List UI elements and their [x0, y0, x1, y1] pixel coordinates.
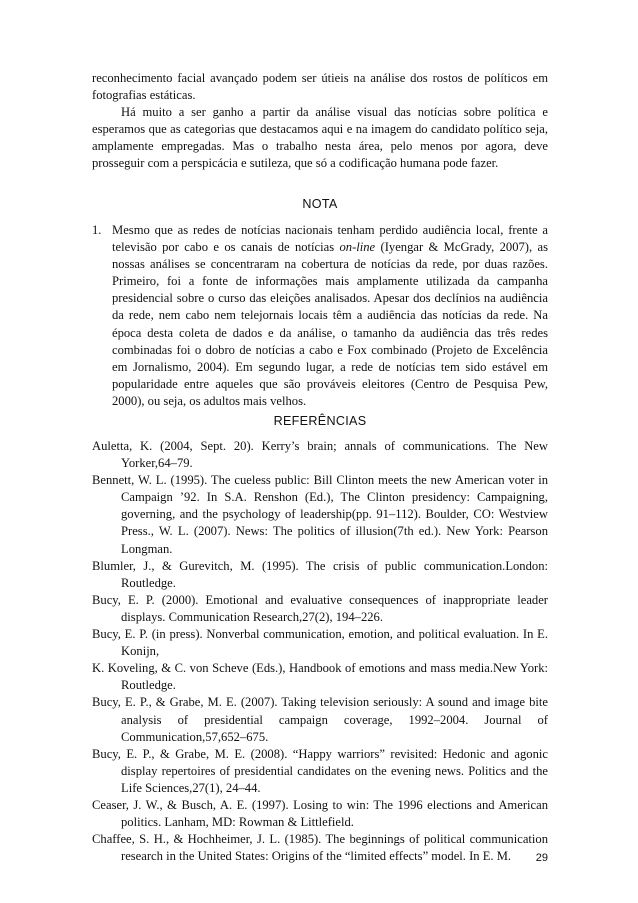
reference-item: Blumler, J., & Gurevitch, M. (1995). The crisis of public communication.London: Routledge. [92, 558, 548, 590]
body-paragraph-2: Há muito a ser ganho a partir da análise visual das notícias sobre política e esperamos que as categorias que destacamos aqui e na imagem do candidato político seja, amplamente empregadas. Mas o trabalho nesta área, pelo menos por agora, deve prosseguir com a perspicácia e sutileza, que só a codificação humana pode fazer. [92, 105, 548, 170]
note-text-italic: on-line [339, 240, 376, 255]
notes-list [92, 222, 548, 410]
note-text-before: Mesmo que as redes de notícias nacionais tenham perdido audiência local, frente a televisão por cabo e os canais de notícias [112, 223, 548, 255]
reference-item: Chaffee, S. H., & Hochheimer, J. L. (1985). The beginnings of political communication research in the United States: Origins of the “limited effects” model. In E. M. [92, 832, 548, 864]
note-text-after: (Iyengar & McGrady, 2007), as nossas análises se concentraram na cobertura de notícias da rede, por duas razões. Primeiro, foi a fonte de informações mais amplamente utilizada da campanha presidencial sobre o curso das eleições analisados. Apesar dos declínios na audiência da rede, nem cabo nem telejornais locais têm a audiência das notícias da rede. Na época desta coleta de dados e da análise, o tamanho da audiência das três redes combinadas foi o dobro de notícias a cabo e Fox combinado (Projeto de Excelência em Jornalismo, 2004). Em segundo lugar, a rede de notícias tem sido estável em popularidade entre aqueles que são prováveis eleitores (Centro de Pesquisa Pew, 2000), ou seja, os adultos mais velhos. [112, 240, 548, 408]
body-paragraph-1: reconhecimento facial avançado podem ser útieis na análise dos rostos de políticos em fotografias estáticas. [92, 71, 548, 102]
nota-heading: NOTA [302, 197, 338, 211]
reference-item: Bucy, E. P., & Grabe, M. E. (2008). “Happy warriors” revisited: Hedonic and agonic display repertoires of presidential candidates on the evening news. Politics and the Life Sciences,27(1), 24–44. [92, 746, 548, 795]
reference-item: Bucy, E. P. (in press). Nonverbal communication, emotion, and political evaluation. In E. Konijn, [92, 627, 548, 659]
reference-item: K. Koveling, & C. von Scheve (Eds.), Handbook of emotions and mass media.New York: Routledge. [92, 661, 548, 693]
page-number: 29 [535, 852, 548, 864]
reference-item: Auletta, K. (2004, Sept. 20). Kerry’s brain; annals of communications. The New Yorker,64–79. [92, 439, 548, 471]
note-number: 1. [92, 223, 102, 237]
body-text [92, 70, 548, 172]
referencias-heading: REFERÊNCIAS [273, 414, 367, 428]
note-item [92, 222, 548, 410]
reference-item: Bennett, W. L. (1995). The cueless public: Bill Clinton meets the new American voter in Campaign ’92. In S.A. Renshon (Ed.), The Clinton presidency: Campaigning, governing, and the psychology of leadership(pp. 91–112). Boulder, CO: Westview Press., W. L. (2007). News: The politics of illusion(7th ed.). New York: Pearson Longman. [92, 473, 548, 556]
references-list [92, 438, 548, 865]
reference-item: Bucy, E. P., & Grabe, M. E. (2007). Taking television seriously: A sound and image bite analysis of presidential campaign coverage, 1992–2004. Journal of Communication,57,652–675. [92, 695, 548, 744]
reference-item: Ceaser, J. W., & Busch, A. E. (1997). Losing to win: The 1996 elections and American politics. Lanham, MD: Rowman & Littlefield. [92, 797, 548, 830]
reference-item: Bucy, E. P. (2000). Emotional and evaluative consequences of inappropriate leader displays. Communication Research,27(2), 194–226. [92, 592, 548, 624]
